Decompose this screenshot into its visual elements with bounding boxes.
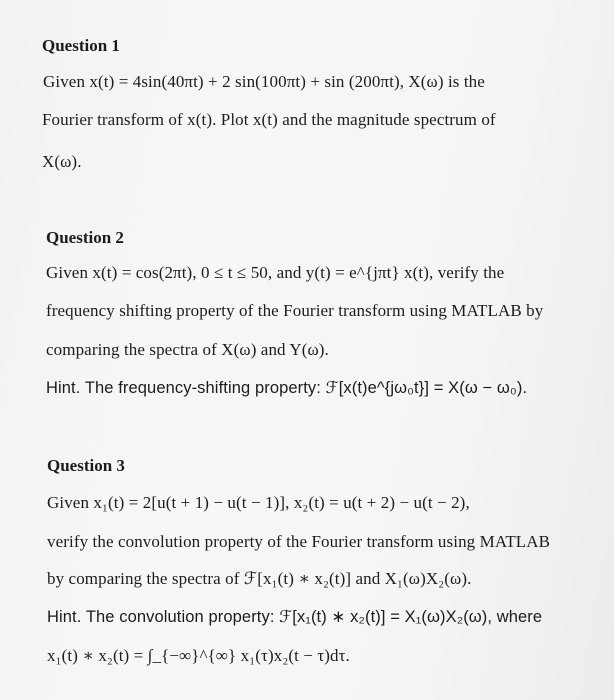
q2-line-3: comparing the spectra of X(ω) and Y(ω). (46, 340, 329, 359)
q1-line-3: X(ω). (42, 152, 82, 171)
q2-line-2: frequency shifting property of the Fourier transform using MATLAB by (46, 301, 544, 320)
q3-line-1: Given x₁(t) = 2[u(t + 1) − u(t − 1)], x₂(t) = u(t + 2) − u(t − 2), (47, 493, 470, 512)
question-2-title: Question 2 (46, 228, 124, 247)
q2-line-1: Given x(t) = cos(2πt), 0 ≤ t ≤ 50, and y(t) = e^{jπt} x(t), verify the (46, 263, 505, 282)
q3-hint-line-1: Hint. The convolution property: ℱ[x₁(t) ∗ x₂(t)] = X₁(ω)X₂(ω), where (47, 608, 543, 626)
q3-line-2: verify the convolution property of the Fourier transform using MATLAB (47, 532, 551, 551)
q3-line-3: by comparing the spectra of ℱ[x₁(t) ∗ x₂(t)] and X₁(ω)X₂(ω). (47, 569, 472, 588)
q3-hint-line-2: x₁(t) ∗ x₂(t) = ∫_{−∞}^{∞} x₁(τ)x₂(t − τ)dτ. (47, 646, 350, 665)
q2-hint: Hint. The frequency-shifting property: ℱ[x(t)e^{jω₀t}] = X(ω − ω₀). (46, 379, 528, 397)
question-1-title: Question 1 (42, 36, 120, 55)
q1-line-2: Fourier transform of x(t). Plot x(t) and the magnitude spectrum of (42, 110, 496, 129)
q1-line-1: Given x(t) = 4sin(40πt) + 2 sin(100πt) + sin (200πt), X(ω) is the (43, 72, 485, 91)
question-3-title: Question 3 (47, 456, 125, 475)
